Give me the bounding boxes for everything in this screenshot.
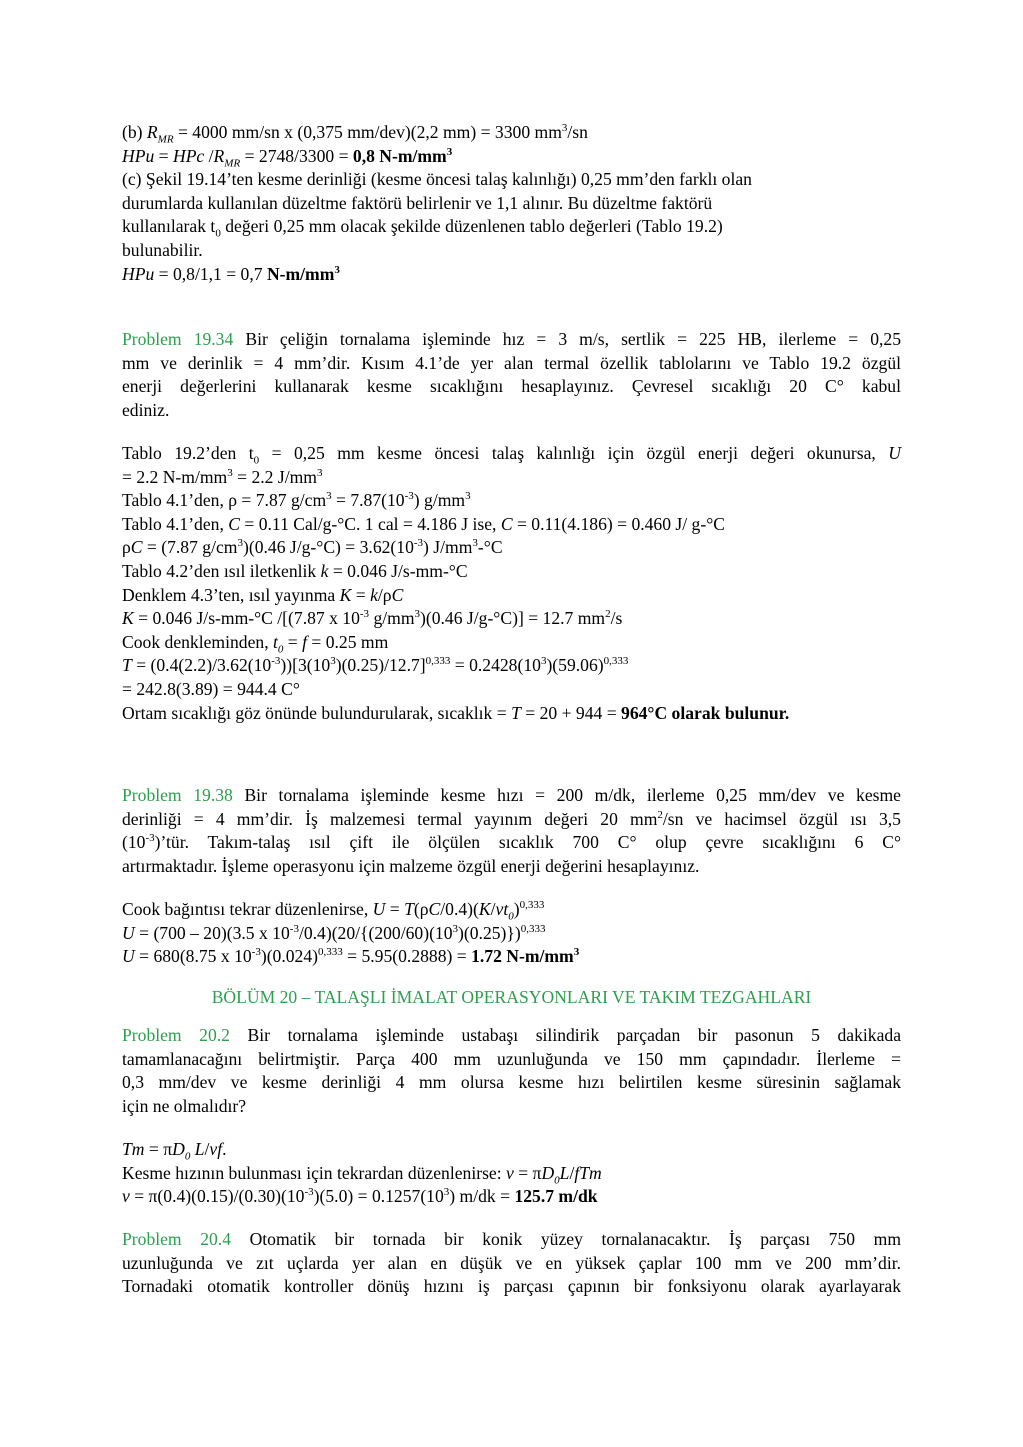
text-line: 0,3 mm/dev ve kesme derinliği 4 mm olursa kesme hızı belirtilen kesme süresinin sağlamak <box>122 1072 901 1093</box>
formula-line: Cook denkleminden, $t_0 = f = 0.25$ mm <box>122 631 389 656</box>
problem-20-2-statement <box>122 1024 901 1118</box>
text-line: (c) Şekil 19.14’ten kesme derinliği (kesme öncesi talaş kalınlığı) 0,25 mm’den farklı olan <box>122 169 752 190</box>
problem-label: Problem 20.4 <box>122 1229 231 1249</box>
problem-label: Problem 19.38 <box>122 785 233 805</box>
text-line: Tablo 19.2’den $t_0 = 0,25$ mm kesme öncesi talaş kalınlığı için özgül enerji değeri okunursa, U <box>122 443 901 467</box>
formula-line: $Tm = \pi D_0$ L/vf. <box>122 1139 227 1163</box>
text-line: tamamlanacağını belirtmiştir. Parça 400 mm uzunluğunda ve 150 mm çapındadır. İlerleme = <box>122 1048 901 1069</box>
text-line: artırmaktadır. İşleme operasyonu için malzeme özgül enerji değerini hesaplayınız. <box>122 855 700 876</box>
problem-19-34-solution <box>122 442 901 725</box>
text-line: bulunabilir. <box>122 239 203 260</box>
text-line: Problem 20.4 Otomatik bir tornada bir konik yüzey tornalanacaktır. İş parçası 750 mm <box>122 1229 902 1249</box>
text-line: uzunluğunda ve zıt uçlarda yer alan en düşük ve en yüksek çaplar 100 mm ve 200 mm’dir. <box>122 1252 901 1273</box>
result-line: Ortam sıcaklığı göz önünde bulundurularak, sıcaklık = T = 20 + 944 = 964°C olarak bulunur. <box>122 702 790 723</box>
formula-line: $T = (0.4(2.2)/3.62(10^{-3}))[3(10^3)(0.25)/12.7]^{0,333} = 0.2428(10^3)(59.06)^{0,333}$ <box>122 655 629 676</box>
text-line: kullanılarak $t_0$ değeri 0,25 mm olacak şekilde düzenlenen tablo değerleri (Tablo 19.2) <box>122 216 723 240</box>
formula-line: Tablo 4.1’den, ρ = 7.87 $g/cm^3 = 7.87(10^{-3})$ $g/mm^3$ <box>122 490 471 511</box>
formula-line: Tablo 4.2’den ısıl iletkenlik k = 0.046 J/s-mm-°C <box>122 560 468 581</box>
problem-19-34-statement <box>122 328 901 422</box>
result-line: U = 680(8.75 x $10^{-3})(0.024)^{0,333} = 5.95(0.2888) = 1.72$ $N-m/mm^3$ <box>122 946 580 967</box>
text-line: ediniz. <box>122 399 170 420</box>
result-line: $v = \pi(0.4)(0.15)/(0.30)(10^{-3})(5.0) = 0.1257(10^3) m/dk = 125.7$ m/dk <box>122 1186 598 1207</box>
problem-19-38-statement <box>122 784 901 878</box>
formula-line: = 242.8(3.89) = 944.4 C° <box>122 678 300 699</box>
problem-20-2-solution <box>122 1138 901 1209</box>
formula-line: K = 0.046 J/s-mm-°C /[(7.87 x $10^{-3}$ $g/mm^3)(0.46$ J/g-°C)] = 12.7 $mm^2/s$ <box>122 608 623 629</box>
formula-line: Denklem 4.3’ten, ısıl yayınma K = k/ρC <box>122 584 404 605</box>
text-line: $(10^{-3})’tür$. Takım-talaş ısıl çift ile ölçülen sıcaklık 700 C° olup çevre sıcaklığını 6 C° <box>122 832 901 853</box>
part-b-block <box>122 121 901 286</box>
text-line: için ne olmalıdır? <box>122 1095 247 1116</box>
text-line: durumlarda kullanılan düzeltme faktörü belirlenir ve 1,1 alınır. Bu düzeltme faktörü <box>122 192 713 213</box>
formula-line: (b) $R_{MR} = 4000$ mm/sn x (0,375 mm/dev)(2,2 mm) = 3300 $mm^3/sn$ <box>122 122 588 146</box>
problem-label: Problem 20.2 <box>122 1025 230 1045</box>
problem-20-4-statement <box>122 1228 901 1299</box>
chapter-heading: BÖLÜM 20 – TALAŞLI İMALAT OPERASYONLARI VE TAKIM TEZGAHLARI <box>211 987 812 1007</box>
problem-label: Problem 19.34 <box>122 329 234 349</box>
formula-line: U = (700 – 20)(3.5 x $10^{-3}/0.4)(20/\{(200/60)(10^3)(0.25)\})^{0,333}$ <box>122 922 546 943</box>
text-line: Problem 20.2 Bir tornalama işleminde ustabaşı silindirik parçadan bir pasonun 5 dakikada <box>122 1025 902 1045</box>
formula-line: HPu = 0,8/1,1 = 0,7 $N-m/mm^3$ <box>122 263 340 284</box>
formula-line: Kesme hızının bulunması için tekrardan düzenlenirse: $v = \pi D_0L$/fTm <box>122 1162 602 1187</box>
text-line: mm ve derinlik = 4 mm’dir. Kısım 4.1’de yer alan termal özellik tablolarını ve Tablo 19.2 özgül <box>122 352 901 373</box>
text-line: Problem 19.38 Bir tornalama işleminde kesme hızı = 200 m/dk, ilerleme 0,25 mm/dev ve kesme <box>122 785 901 805</box>
formula-line: Tablo 4.1’den, C = 0.11 Cal/g-°C. 1 cal = 4.186 J ise, C = 0.11(4.186) = 0.460 J/ g-°C <box>122 513 725 534</box>
text-line: enerji değerlerini kullanarak kesme sıcaklığını hesaplayınız. Çevresel sıcaklığı 20 C° kabul <box>122 376 901 397</box>
problem-19-38-solution <box>122 898 901 969</box>
formula-line: ρC = (7.87 $g/cm^3)(0.46$ $J/g-^\circ C) = 3.62(10^{-3})$ $J/mm^3-^\circ C$ <box>122 537 503 558</box>
formula-line: Cook bağıntısı tekrar düzenlenirse, $U = T(\rho C/0.4)(K/vt_0)^{0,333}$ <box>122 899 545 923</box>
formula-line: = 2.2 $N-m/mm^3 = 2.2$ $J/mm^3$ <box>122 466 323 487</box>
text-line: Problem 19.34 Bir çeliğin tornalama işleminde hız = 3 m/s, sertlik = 225 HB, ilerleme = 0,25 <box>122 329 901 349</box>
formula-line: HPu = HPc $/R_{MR} = 2748/3300 = 0,8$ $N-m/mm^3$ <box>122 145 453 170</box>
text-line: derinliği = 4 mm’dir. İş malzemesi termal yayınım değeri 20 $mm^2/sn$ ve hacimsel özgül ısı 3,5 <box>122 808 901 829</box>
text-line: Tornadaki otomatik kontroller dönüş hızını iş parçası çapının bir fonksiyonu olarak ayarlayarak <box>122 1276 901 1297</box>
